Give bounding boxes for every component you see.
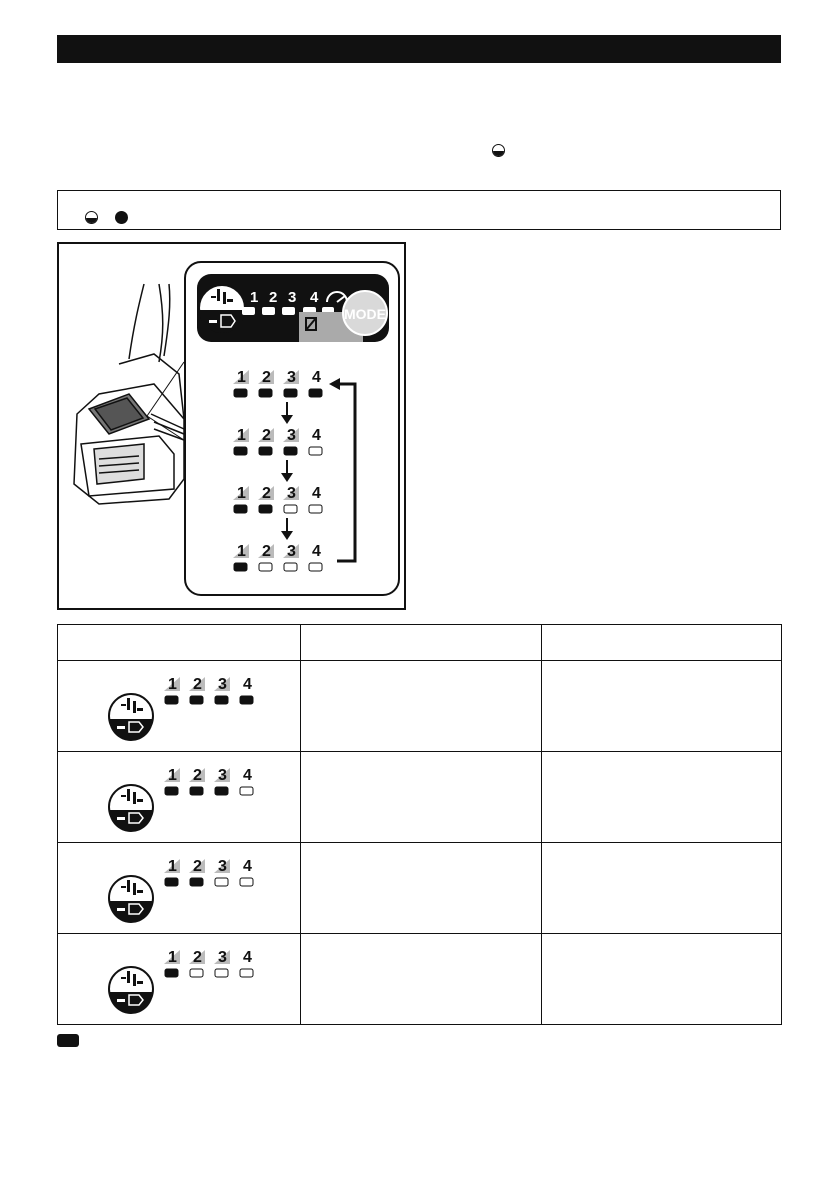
- panel-number-3: 3: [288, 289, 297, 306]
- panel-number-1: 1: [250, 289, 259, 306]
- table-row: [58, 752, 782, 843]
- led-lit: [259, 389, 272, 397]
- mode-indicator: [108, 944, 298, 1014]
- impact-mode-icon: [109, 785, 153, 832]
- level-number-1: 1: [168, 676, 177, 693]
- level-number-3: 3: [287, 427, 296, 444]
- mode-indicator-cell: [58, 843, 301, 934]
- led-lit: [234, 389, 247, 397]
- led-lit: [165, 878, 178, 886]
- led-unlit: [240, 878, 253, 886]
- impact-mode-button-icon: [85, 211, 98, 224]
- level-number-2: 2: [193, 676, 202, 693]
- language-marker: [57, 1034, 79, 1047]
- mode-indicator: [108, 853, 298, 923]
- level-number-4: 4: [243, 949, 252, 966]
- level-number-4: 4: [312, 369, 321, 386]
- level-number-3: 3: [287, 369, 296, 386]
- mode-table: [57, 624, 782, 1025]
- led-control-panel: [197, 274, 389, 342]
- level-number-2: 2: [262, 369, 271, 386]
- led-lit: [234, 505, 247, 513]
- led-lit: [284, 389, 297, 397]
- level-number-4: 4: [312, 543, 321, 560]
- level-number-3: 3: [287, 543, 296, 560]
- tool-body-drawing: [74, 284, 184, 504]
- led-lit: [190, 878, 203, 886]
- led-lit: [215, 787, 228, 795]
- impact-mode-icon: [109, 876, 153, 923]
- table-cell: [301, 934, 542, 1025]
- led-unlit: [259, 563, 272, 571]
- level-number-1: 1: [168, 767, 177, 784]
- level-number-2: 2: [262, 485, 271, 502]
- level-number-1: 1: [237, 485, 246, 502]
- table-header-cell: [542, 625, 782, 661]
- led-lit: [240, 696, 253, 704]
- level-number-2: 2: [262, 427, 271, 444]
- figure-illustration: [57, 242, 406, 610]
- led-lit: [234, 563, 247, 571]
- level-number-4: 4: [312, 427, 321, 444]
- led-lit: [309, 389, 322, 397]
- led-unlit: [284, 505, 297, 513]
- table-cell: [301, 752, 542, 843]
- impact-mode-icon: [109, 694, 153, 741]
- led-lit: [234, 447, 247, 455]
- led-lit: [215, 696, 228, 704]
- table-header-cell: [301, 625, 542, 661]
- table-cell: [301, 843, 542, 934]
- table-row: [58, 934, 782, 1025]
- note-box: [57, 190, 781, 230]
- led-lit: [190, 696, 203, 704]
- led-lit: [259, 505, 272, 513]
- table-cell: [542, 934, 782, 1025]
- mode-indicator-cell: [58, 661, 301, 752]
- impact-mode-icon: [109, 967, 153, 1014]
- panel-number-2: 2: [269, 289, 278, 306]
- led-lit: [165, 787, 178, 795]
- level-number-2: 2: [262, 543, 271, 560]
- level-number-1: 1: [237, 369, 246, 386]
- mode-indicator-cell: [58, 752, 301, 843]
- level-number-4: 4: [243, 858, 252, 875]
- level-number-1: 1: [168, 858, 177, 875]
- level-number-3: 3: [218, 949, 227, 966]
- table-row: [58, 843, 782, 934]
- panel-number-4: 4: [310, 289, 319, 306]
- impact-mode-button-icon: [492, 144, 505, 157]
- led-unlit: [309, 505, 322, 513]
- led-unlit: [309, 447, 322, 455]
- led-lit: [165, 969, 178, 977]
- table-header-cell: [58, 625, 301, 661]
- table-cell: [542, 843, 782, 934]
- table-cell: [542, 661, 782, 752]
- level-number-4: 4: [243, 676, 252, 693]
- level-number-1: 1: [237, 543, 246, 560]
- led-lit: [165, 696, 178, 704]
- level-number-3: 3: [218, 858, 227, 875]
- mode-indicator: [108, 671, 298, 741]
- level-number-2: 2: [193, 858, 202, 875]
- tool-panel-illustration: [59, 244, 406, 610]
- level-number-3: 3: [287, 485, 296, 502]
- section-header-bar: [57, 35, 781, 63]
- led-unlit: [215, 878, 228, 886]
- table-row: [58, 661, 782, 752]
- mode-button-icon: [115, 211, 128, 224]
- mode-indicator-cell: [58, 934, 301, 1025]
- led-unlit: [284, 563, 297, 571]
- led-lit: [259, 447, 272, 455]
- led-unlit: [309, 563, 322, 571]
- level-number-1: 1: [237, 427, 246, 444]
- mode-indicator: [108, 762, 298, 832]
- table-cell: [301, 661, 542, 752]
- led-lit: [190, 787, 203, 795]
- led-lit: [284, 447, 297, 455]
- level-number-3: 3: [218, 676, 227, 693]
- level-number-4: 4: [243, 767, 252, 784]
- level-number-2: 2: [193, 949, 202, 966]
- led-unlit: [240, 969, 253, 977]
- led-unlit: [215, 969, 228, 977]
- level-number-1: 1: [168, 949, 177, 966]
- led-unlit: [190, 969, 203, 977]
- level-number-3: 3: [218, 767, 227, 784]
- mode-button-label: MODE: [344, 306, 386, 322]
- level-number-2: 2: [193, 767, 202, 784]
- table-cell: [542, 752, 782, 843]
- led-unlit: [240, 787, 253, 795]
- level-number-4: 4: [312, 485, 321, 502]
- table-header-row: [58, 625, 782, 661]
